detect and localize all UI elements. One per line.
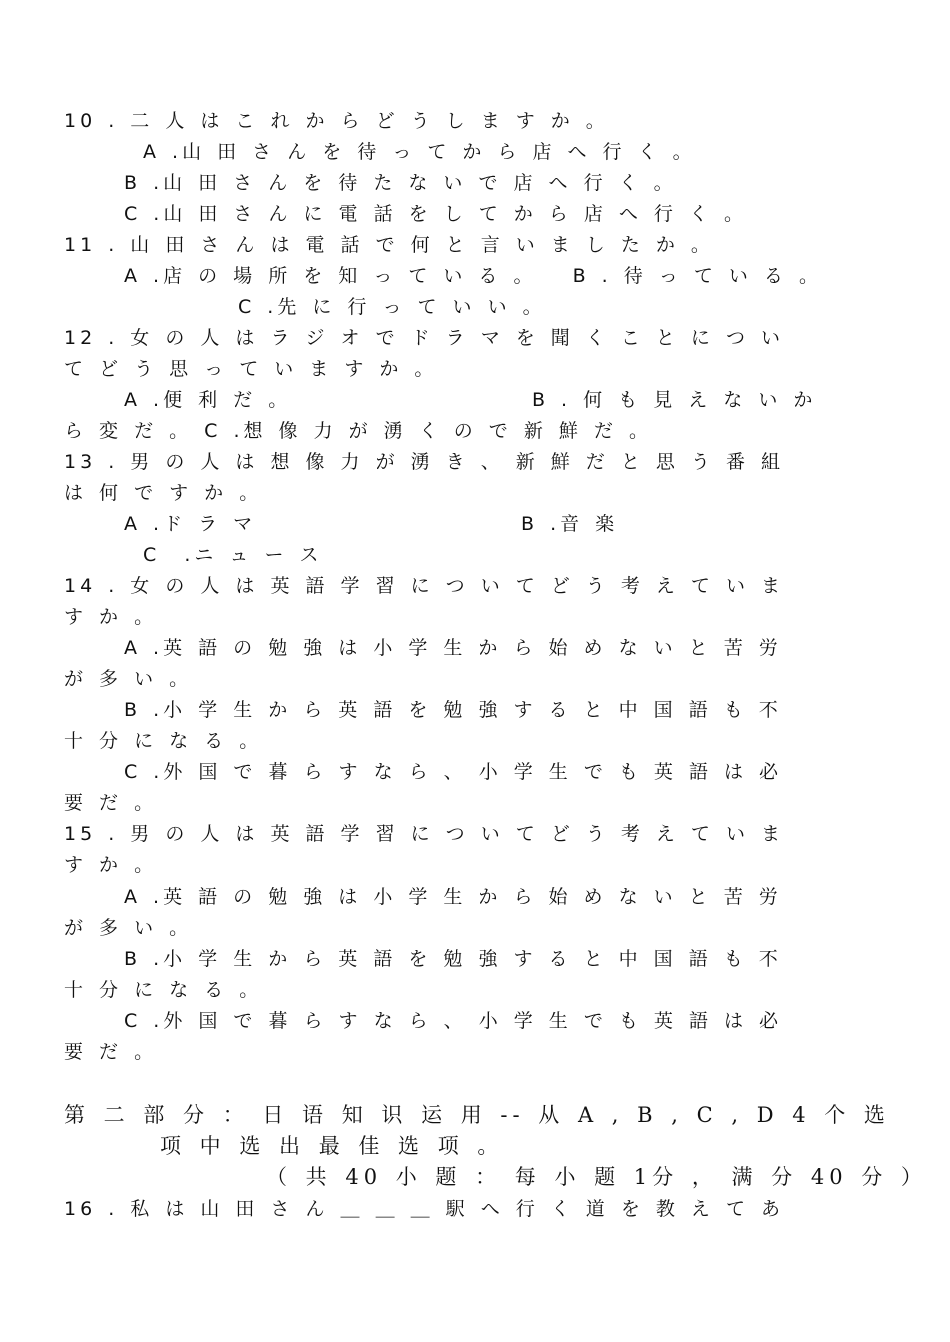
q15-option-c: C .外 国 で 暮 ら す な ら 、 小 学 生 で も 英 語 は 必 bbox=[124, 1010, 783, 1032]
q12-options-ab: A .便 利 だ 。 B . 何 も 見 え な い か bbox=[124, 389, 817, 411]
section-2-heading: 第 二 部 分 ： 日 语 知 识 运 用 -- 从 A , B , C , D 4 个 选 bbox=[64, 1103, 890, 1127]
q15-option-a: A .英 語 の 勉 強 は 小 学 生 か ら 始 め な い と 苦 労 bbox=[124, 886, 782, 908]
section-2-scoring: （ 共 40 小 题 ： 每 小 题 1分 ， 满 分 40 分 ） bbox=[266, 1165, 927, 1189]
q13-options-ab: A .ド ラ マ B .音 楽 bbox=[124, 513, 619, 535]
q15-option-b: B .小 学 生 か ら 英 語 を 勉 強 す る と 中 国 語 も 不 bbox=[124, 948, 782, 970]
q15-option-c-cont: 要 だ 。 bbox=[64, 1041, 158, 1063]
question-12: 12 . 女 の 人 は ラ ジ オ で ド ラ マ を 聞 く こ と に つ い bbox=[64, 327, 785, 349]
q14-option-c-cont: 要 だ 。 bbox=[64, 792, 158, 814]
section-2-heading-cont: 项 中 选 出 最 佳 选 项 。 bbox=[160, 1134, 504, 1158]
question-13: 13 . 男 の 人 は 想 像 力 が 湧 き 、 新 鮮 だ と 思 う 番 組 bbox=[64, 451, 785, 473]
question-14-cont: す か 。 bbox=[64, 606, 158, 628]
question-16: 16 . 私 は 山 田 さ ん ＿ ＿ ＿ 駅 へ 行 く 道 を 教 え て あ bbox=[64, 1198, 785, 1220]
q13-option-c: C .ニ ュ ー ス bbox=[143, 544, 323, 566]
q14-option-a: A .英 語 の 勉 強 は 小 学 生 か ら 始 め な い と 苦 労 bbox=[124, 637, 782, 659]
q10-option-a: A .山 田 さ ん を 待 っ て か ら 店 へ 行 く 。 bbox=[143, 141, 696, 163]
question-14: 14 . 女 の 人 は 英 語 学 習 に つ い て ど う 考 え て い ま bbox=[64, 575, 785, 597]
q11-option-c: C .先 に 行 っ て い い 。 bbox=[238, 296, 546, 318]
q14-option-b: B .小 学 生 か ら 英 語 を 勉 強 す る と 中 国 語 も 不 bbox=[124, 699, 782, 721]
question-11: 11 . 山 田 さ ん は 電 話 で 何 と 言 い ま し た か 。 bbox=[64, 234, 714, 256]
question-12-cont: て ど う 思 っ て い ま す か 。 bbox=[64, 358, 438, 380]
q10-option-c: C .山 田 さ ん に 電 話 を し て か ら 店 へ 行 く 。 bbox=[124, 203, 747, 225]
q15-option-a-cont: が 多 い 。 bbox=[64, 917, 193, 939]
q12-option-c: ら 変 だ 。 C .想 像 力 が 湧 く の で 新 鮮 だ 。 bbox=[64, 420, 652, 442]
question-13-cont: は 何 で す か 。 bbox=[64, 482, 263, 504]
q14-option-c: C .外 国 で 暮 ら す な ら 、 小 学 生 で も 英 語 は 必 bbox=[124, 761, 783, 783]
question-10: 10 . 二 人 は こ れ か ら ど う し ま す か 。 bbox=[64, 110, 609, 132]
q14-option-a-cont: が 多 い 。 bbox=[64, 668, 193, 690]
q11-options-ab: A .店 の 場 所 を 知 っ て い る 。 B . 待 っ て い る 。 bbox=[124, 265, 822, 287]
q14-option-b-cont: 十 分 に な る 。 bbox=[64, 730, 263, 752]
q10-option-b: B .山 田 さ ん を 待 た な い で 店 へ 行 く 。 bbox=[124, 172, 677, 194]
question-15: 15 . 男 の 人 は 英 語 学 習 に つ い て ど う 考 え て い ま bbox=[64, 823, 785, 845]
question-15-cont: す か 。 bbox=[64, 854, 158, 876]
q15-option-b-cont: 十 分 に な る 。 bbox=[64, 979, 263, 1001]
